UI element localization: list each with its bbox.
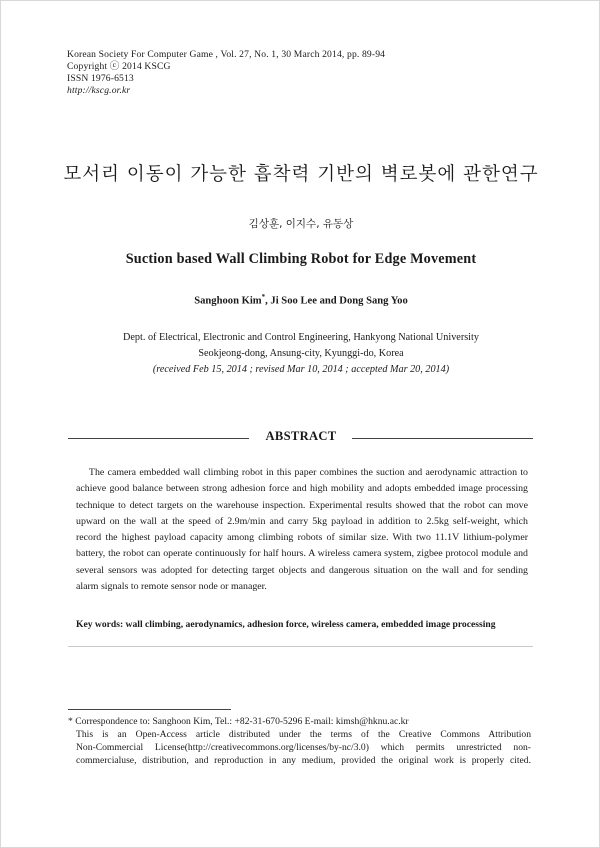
abstract-rule-right	[352, 438, 533, 439]
journal-header	[67, 49, 385, 97]
abstract-body	[76, 465, 528, 595]
license-line: This is an Open-Access article distributed under the terms of the Creative Commons Attribution	[76, 729, 531, 740]
issn-line: ISSN 1976-6513	[67, 73, 134, 84]
keywords-line: Key words: wall climbing, aerodynamics, adhesion force, wireless camera, embedded image processing	[76, 619, 496, 630]
abstract-line: The camera embedded wall climbing robot in this paper combines the suction and aerodynamic attraction to	[76, 467, 528, 478]
license-line: Non-Commercial License(http://creativecommons.org/licenses/by-nc/3.0) which permits unrestricted non-	[76, 742, 531, 753]
abstract-line: upward on the wall at the speed of 2.9m/min and carry 5kg payload in addition to 2.5kg self-weight, which	[76, 515, 528, 527]
corresponding-author-mark: *	[261, 293, 266, 301]
abstract-line: technique to detect targets on the warehouse inspection. Experimental results showed that the robot can move	[76, 499, 528, 511]
copyright-line: Copyright ⓒ 2014 KSCG	[67, 61, 171, 72]
correspondence-note: * Correspondence to: Sanghoon Kim, Tel.: +82-31-670-5296 E-mail: kimsh@hknu.ac.kr	[68, 716, 409, 727]
abstract-line: achieve good balance between strong adhesion force and high mobility and adopts embedded image processing	[76, 483, 528, 495]
korean-title: 모서리 이동이 가능한 흡착력 기반의 벽로봇에 관한연구	[63, 164, 539, 185]
footnote-rule	[68, 709, 231, 710]
journal-citation: Korean Society For Computer Game , Vol. 27, No. 1, 30 March 2014, pp. 89-94	[67, 49, 386, 60]
footnote-block	[68, 715, 531, 767]
corresponding-author-name: Sanghoon Kim	[194, 295, 262, 307]
keywords-divider	[68, 646, 533, 647]
english-title: Suction based Wall Climbing Robot for Edge Movement	[125, 251, 477, 267]
abstract-line: several sensors was adopted for detecting target objects and dangerous situation on the wall and for sending	[76, 564, 528, 576]
abstract-line: record the highest payload capacity among climbing robots of similar size. With two 11.1V lithium-polymer	[76, 532, 528, 544]
korean-authors: 김상훈, 이지수, 유동상	[248, 218, 354, 230]
abstract-heading: ABSTRACT	[265, 429, 337, 443]
english-authors	[1, 293, 600, 307]
abstract-line: alarm signals to remote sensor node or manager.	[76, 581, 267, 593]
affiliation-address: Seokjeong-dong, Ansung-city, Kyunggi-do, Korea	[198, 348, 404, 359]
received-dates: (received Feb 15, 2014 ; revised Mar 10, 2014 ; accepted Mar 20, 2014)	[152, 364, 450, 375]
license-line: commercialuse, distribution, and reproduction in any medium, provided the original work is properly cited.	[76, 755, 531, 766]
abstract-line: battery, the robot can operate continuously for half hours. A wireless camera system, zigbee protocol module and	[76, 548, 528, 560]
affiliation-block	[1, 330, 600, 378]
coauthor-names: , Ji Soo Lee and Dong Sang Yoo	[265, 295, 408, 307]
affiliation-department: Dept. of Electrical, Electronic and Control Engineering, Hankyong National University	[123, 332, 479, 343]
journal-url-link[interactable]: http://kscg.or.kr	[67, 85, 131, 96]
